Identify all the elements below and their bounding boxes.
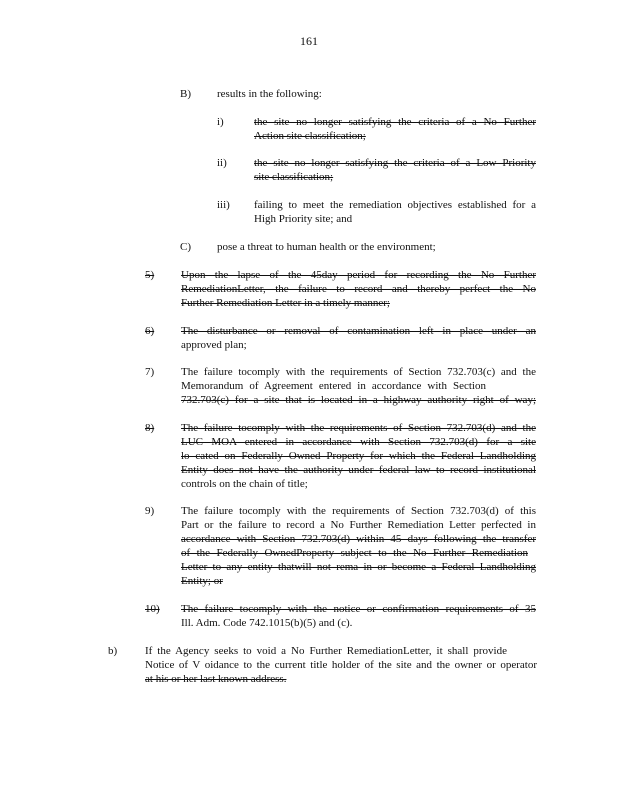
item-7-line: The failure tocomply with the requirements of Section 732.703(c) and the (181, 366, 536, 378)
item-5-line: Upon the lapse of the 45day period for recording the No Further (181, 269, 536, 281)
item-B (217, 87, 537, 101)
item-5-label: 5) (145, 269, 155, 281)
item-B-i (254, 115, 536, 143)
item-B-iii-line: failing to meet the remediation objectives established for a (254, 199, 536, 211)
item-b-line: If the Agency seeks to void a No Further RemediationLetter, it shall provide (145, 645, 507, 657)
page-number: 161 (300, 34, 318, 48)
item-9-line: Letter to any entity thatwill not rema in or become a Federal Landholding (181, 561, 536, 573)
item-10-label: 10) (145, 603, 160, 615)
item-9-label: 9) (145, 505, 155, 517)
item-B-text: results in the following: (217, 88, 322, 100)
item-9 (181, 504, 536, 588)
item-b (145, 644, 537, 686)
item-C (217, 240, 537, 254)
item-6-line: approved plan; (181, 339, 247, 351)
item-10-line: Ill. Adm. Code 742.1015(b)(5) and (c). (181, 617, 353, 629)
item-8-line: lo cated on Federally Owned Property for which the Federal Landholding (181, 450, 536, 462)
item-B-iii-label: iii) (217, 199, 230, 211)
item-10-line: The failure tocomply with the notice or confirmation requirements of 35 (181, 603, 536, 615)
item-b-label: b) (108, 645, 118, 657)
item-9-line: The failure tocomply with the requirements of Section 732.703(d) of this (181, 505, 536, 517)
item-8-line: Entity does not have the authority under federal law to record institutional (181, 464, 536, 476)
item-5-line: Further Remediation Letter in a timely manner; (181, 297, 390, 309)
item-B-i-line: the site no longer satisfying the criteria of a No Further (254, 116, 536, 128)
item-B-i-line: Action site classification; (254, 130, 366, 142)
item-8-label: 8) (145, 422, 155, 434)
item-7-line: Memorandum of Agreement entered in accordance with Section (181, 380, 486, 392)
item-B-ii-line: the site no longer satisfying the criteria of a Low Priority (254, 157, 536, 169)
item-7 (181, 365, 536, 407)
item-B-iii-line: High Priority site; and (254, 213, 353, 225)
item-b-line: at his or her last known address. (145, 673, 287, 685)
item-5 (181, 268, 536, 310)
item-7-label: 7) (145, 366, 155, 378)
item-9-line: accordance with Section 732.703(d) within 45 days following the transfer (181, 533, 536, 545)
item-6-line: The disturbance or removal of contamination left in place under an (181, 325, 536, 337)
item-7-line: 732.703(c) for a site that is located in a highway authority right of way; (181, 394, 536, 406)
item-6-label: 6) (145, 325, 155, 337)
item-B-ii-line: site classification; (254, 171, 334, 183)
item-8-line: The failure tocomply with the requirements of Section 732.703(d) and the (181, 422, 536, 434)
item-B-iii (254, 198, 536, 226)
item-B-i-label: i) (217, 116, 224, 128)
item-8 (181, 421, 536, 491)
item-5-line: RemediationLetter, the failure to record and thereby perfect the No (181, 283, 536, 295)
item-C-label: C) (180, 241, 191, 253)
item-10 (181, 602, 536, 630)
item-B-label: B) (180, 88, 191, 100)
item-9-line: Part or the failure to record a No Further Remediation Letter perfected in (181, 519, 536, 531)
item-B-ii-label: ii) (217, 157, 227, 169)
item-b-line: Notice of V oidance to the current title holder of the site and the owner or operator (145, 659, 537, 671)
item-C-text: pose a threat to human health or the environment; (217, 241, 436, 253)
item-9-line: Entity; or (181, 575, 223, 587)
item-8-line: controls on the chain of title; (181, 478, 308, 490)
item-B-ii (254, 156, 536, 184)
item-8-line: LUC MOA entered in accordance with Section 732.703(d) for a site (181, 436, 536, 448)
item-6 (181, 324, 536, 352)
item-9-line: of the Federally OwnedProperty subject to the No Further Remediation (181, 547, 528, 559)
